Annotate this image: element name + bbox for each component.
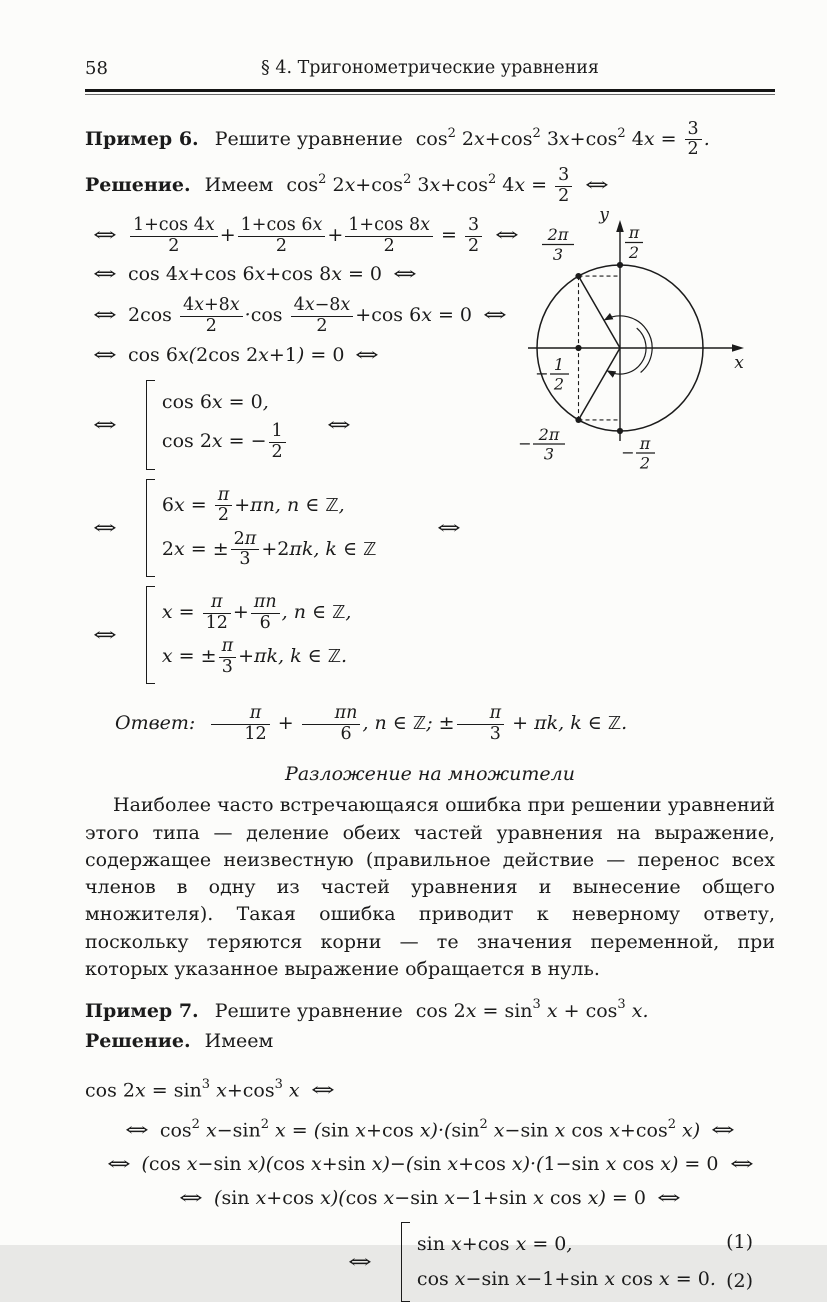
system-row: cos 6x = 0, — [161, 391, 269, 414]
system-4 — [85, 1222, 775, 1302]
point-minus-pi-2 — [617, 428, 623, 434]
svg-text:2π: 2π — [547, 225, 569, 244]
page-number: 58 — [85, 58, 108, 79]
page-header — [85, 58, 775, 82]
label-minus-2pi-3 — [518, 425, 565, 464]
example7-label: Пример 7. — [85, 999, 199, 1022]
solution-intro-word: Имеем — [204, 1029, 274, 1052]
equation-numbers — [726, 1223, 753, 1301]
arrow-pre-icon: ⇔ — [93, 624, 117, 647]
system-3 — [85, 586, 590, 684]
radius-2pi3 — [579, 276, 621, 348]
radius-minus-2pi3 — [579, 348, 621, 420]
svg-text:π: π — [628, 223, 640, 242]
header-rule-thick — [85, 89, 775, 92]
example6-label: Пример 6. — [85, 127, 199, 150]
equation-step-8: ⇔ (sin x+cos x)(cos x−sin x−1+sin x cos x) = 0 ⇔ — [179, 1187, 681, 1210]
system-row: sin x+cos x = 0, — [416, 1233, 573, 1256]
arrow-post-icon: ⇔ — [437, 516, 462, 539]
point-minus-2pi-3 — [575, 417, 581, 423]
arrow-pre-icon: ⇔ — [348, 1251, 372, 1274]
unit-circle-figure — [512, 198, 752, 486]
point-pi-2 — [617, 262, 623, 268]
system-bracket — [146, 479, 376, 577]
svg-text:−: − — [621, 443, 635, 462]
system-row: x = $\frac{\pi}{12}$ + $\frac{\pi n}{6}$ , n ∈ ℤ, — [161, 591, 352, 633]
system-row: cos x−sin x−1+sin x cos x = 0. — [416, 1268, 716, 1291]
equation-number-2: (2) — [726, 1270, 753, 1293]
label-pi-2 — [625, 223, 643, 262]
x-axis-label: x — [734, 353, 744, 373]
example7-solution-intro — [85, 1027, 775, 1056]
system-row: cos 2x = − $\frac{1}{2}$ — [162, 422, 288, 462]
solution-intro-word: Имеем — [204, 174, 274, 197]
answer-math: $\frac{\pi}{12}$ + $\frac{\pi n}{6}$ , n ∈ ℤ; ± $\frac{\pi}{3}$ + πk, k ∈ ℤ. — [209, 712, 627, 734]
label-minus-pi-2 — [621, 434, 655, 473]
arrow-pre-icon: ⇔ — [93, 516, 117, 539]
system-bracket — [146, 586, 352, 684]
label-minus-half — [535, 355, 569, 394]
factoring-heading: Разложение на множители — [285, 763, 575, 786]
example7-equation: $\cos 2x = \sin^3 x + \cos^3 x$. — [415, 997, 649, 1022]
equation-step-6: ⇔ $\cos^2 x-\sin^2$ x = (sin x+cos $x)\cdot(\sin^2$ x−sin x $\cos x+\cos^2$ x) ⇔ — [124, 1117, 736, 1142]
angle-arc-cw-icon — [608, 328, 646, 374]
unit-circle-svg — [512, 198, 752, 486]
header-rule-thin — [85, 94, 775, 95]
system-bracket — [401, 1222, 716, 1302]
arrow-pre-icon: ⇔ — [93, 413, 117, 436]
svg-text:−: − — [535, 364, 549, 383]
arrow-post-icon: ⇔ — [326, 413, 351, 436]
point-2pi-3 — [575, 273, 581, 279]
angle-arc-ccw-icon — [605, 316, 652, 373]
equation-step-4: ⇔ cos 6x(2cos 2x+1) = 0 ⇔ — [93, 344, 380, 367]
equation-step-1: ⇔ $\frac{1+\cos 4x}{2}$ + $\frac{1+\cos 6x}{2}$ + $\frac{1+\cos 8x}{2}$ = $\frac{3}{2}$ ⇔ — [93, 215, 520, 256]
example6-heading — [85, 113, 775, 161]
svg-text:3: 3 — [552, 245, 564, 264]
y-axis-arrow-icon — [616, 220, 624, 232]
system-row: 6x = $\frac{\pi}{2}$ +πn, n ∈ ℤ, — [161, 484, 345, 526]
svg-text:−: − — [518, 434, 532, 453]
example7-heading — [85, 990, 775, 1026]
example6-prompt: Решите уравнение — [214, 127, 403, 150]
example7-prompt: Решите уравнение — [214, 999, 403, 1022]
answer-line — [85, 700, 775, 747]
answer-label: Ответ: — [115, 712, 196, 735]
label-2pi-3 — [542, 225, 574, 264]
solution-label: Решение. — [85, 1029, 191, 1052]
svg-text:2: 2 — [553, 374, 565, 394]
equation-step-5: $\cos 2x = \sin^3 x+\cos^3$ x ⇔ — [85, 1076, 335, 1102]
solution-intro-math: $\cos^2 2x+\cos^2$ $3x+\cos^2$ 4x = $\frac{3}{2}$ ⇔ — [286, 165, 610, 206]
equation-step-2: ⇔ cos 4x+cos 6x+cos 8x = 0 ⇔ — [93, 263, 417, 286]
equation-step-7: ⇔ (cos x−sin x)(cos x+sin x)−(sin x+cos x)·(1−sin x cos x) = 0 ⇔ — [106, 1153, 754, 1176]
system-bracket — [146, 380, 288, 469]
system-row: x = ± $\frac{\pi}{3}$ +πk, k ∈ ℤ. — [161, 636, 348, 677]
svg-text:2π: 2π — [538, 425, 560, 444]
system-2 — [85, 479, 590, 577]
solution-label: Решение. — [85, 174, 191, 197]
mistake-paragraph: Наиболее часто встречающаяся ошибка при решении уравнений этого типа — деление обеих частей уравнения на выражение, содержащее неизвестную (правильное действие — перенос всех членов в одну из частей уравнения и вынесение общего множителя). Такая ошибка приводит к неверному ответу, поскольку теряются корни — те значения переменной, при которых указанное выражение обращается в нуль. — [85, 794, 775, 981]
example6-equation: $\cos^2 2x+\cos^2$ $3x+\cos^2$ 4x = $\frac{3}{2}$ . — [415, 118, 710, 160]
system-row: 2x = ± $\frac{2\pi}{3}$ +2πk, k ∈ ℤ — [161, 528, 377, 570]
svg-text:2: 2 — [628, 243, 640, 262]
chapter-title: § 4. Тригонометрические уравнения — [261, 58, 599, 78]
point-minus-half — [575, 345, 581, 351]
y-axis-label: y — [599, 205, 609, 225]
x-axis-arrow-icon — [732, 344, 744, 352]
svg-text:3: 3 — [543, 444, 555, 464]
svg-text:1: 1 — [553, 355, 565, 374]
equation-number-1: (1) — [726, 1231, 753, 1254]
svg-text:2: 2 — [639, 453, 651, 473]
svg-text:π: π — [639, 434, 651, 453]
equation-step-3: ⇔ 2cos $\frac{4x+8x}{2}$ ·cos $\frac{4x-8x}{2}$ +cos 6x = 0 ⇔ — [93, 295, 507, 336]
